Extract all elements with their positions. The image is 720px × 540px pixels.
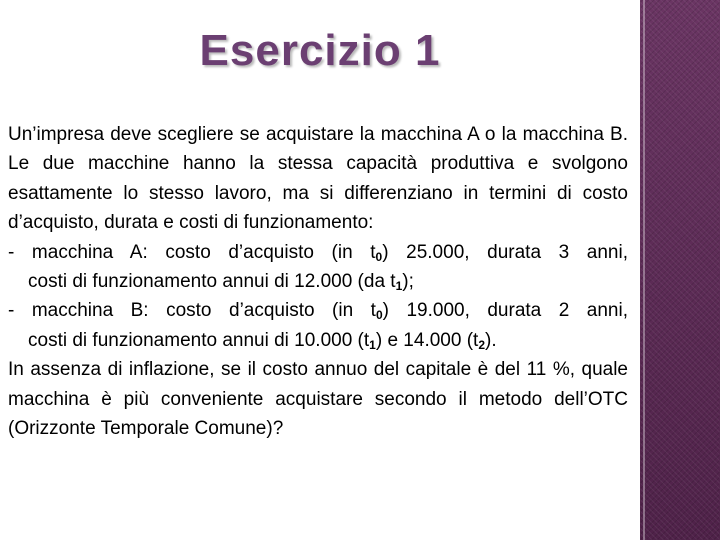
exercise-text <box>8 120 628 443</box>
slide-title: Esercizio 1 <box>199 26 441 75</box>
intro-paragraph: Un’impresa deve scegliere se acquistare la macchina A o la macchina B. Le due macchine hanno la stessa capacità produttiva e svolgono esattamente lo stesso lavoro, ma si differenziano in termini di costo d’acquisto, durata e costi di funzionamento: <box>8 124 628 234</box>
machine-a-item <box>8 238 628 297</box>
machine-a-line-1: - macchina A: costo d’acquisto (in $t_0$) 25.000, durata 3 anni, <box>8 241 628 264</box>
machine-b-item <box>8 296 628 355</box>
question-paragraph: In assenza di inflazione, se il costo annuo del capitale è del 11 %, quale macchina è più conveniente acquistare secondo il metodo dell’OTC (Orizzonte Temporale Comune)? <box>8 359 628 440</box>
sidebar-edge-line <box>643 0 645 540</box>
decorative-sidebar <box>640 0 720 540</box>
machine-b-line-2: costi di funzionamento annui di 10.000 $(t_1)$ e 14.000 $(t_2)$. <box>28 329 497 352</box>
machine-a-line-2: costi di funzionamento annui di 12.000 (da $t_1$); <box>28 271 414 294</box>
machine-b-line-1: - macchina B: costo d’acquisto (in $t_0$) 19.000, durata 2 anni, <box>8 300 628 323</box>
